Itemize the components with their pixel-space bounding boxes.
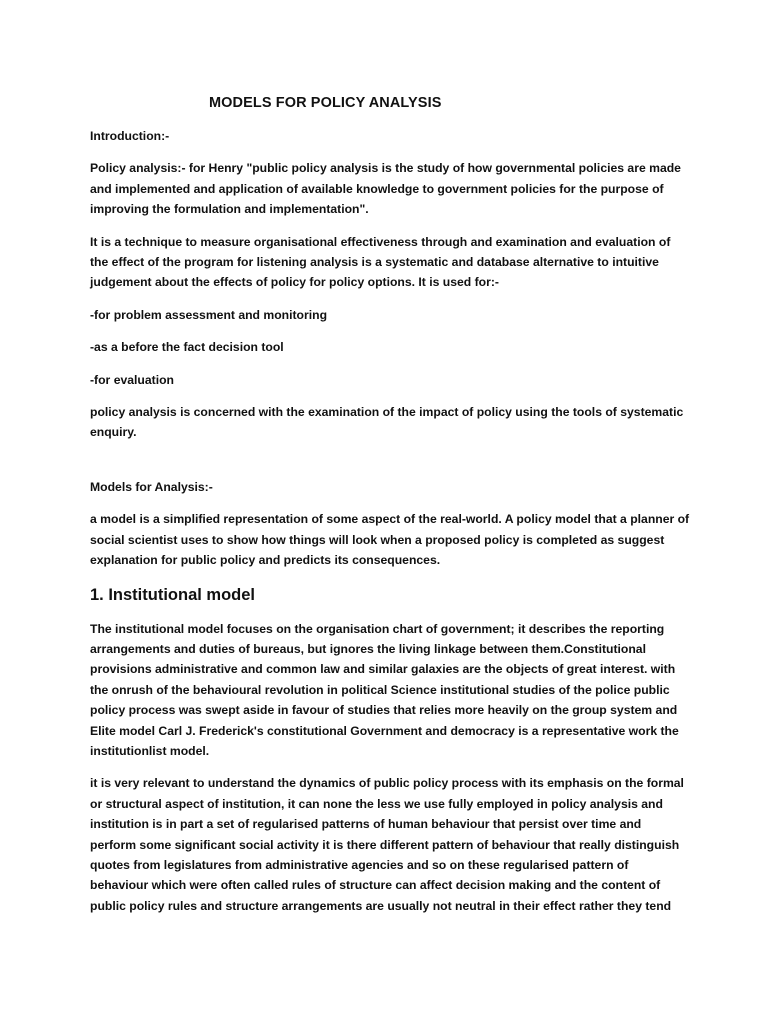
models-heading: Models for Analysis:- xyxy=(90,479,213,494)
section-paragraph: it is very relevant to understand the dynamics of public policy process with its emphasis on the formal or structural aspect of institution, it can none the less we use fully employed in policy analysis and institution is in part a set of regularised patterns of human behaviour that persist over time and perform some significant social activity it is there different pattern of behaviour that really distinguish quotes from legislatures from administrative agencies and so on these regularised pattern of behaviour which were often called rules of structure can affect decision making and the content of public policy rules and structure arrangements are usually not neutral in their effect rather they tend xyxy=(90,776,684,913)
intro-paragraph: It is a technique to measure organisational effectiveness through and examination and evaluation of the effect of the program for listening analysis is a systematic and database alternative to intuitive judgement about the effects of policy for policy options. It is used for:- xyxy=(90,234,671,290)
document-body xyxy=(90,126,690,928)
intro-paragraph: Policy analysis:- for Henry "public policy analysis is the study of how governmental policies are made and implemented and application of available knowledge to government policies for the purpose of improving the formulation and implementation". xyxy=(90,161,681,217)
models-paragraph: a model is a simplified representation of some aspect of the real-world. A policy model that a planner of social scientist uses to show how things will look when a proposed policy is completed as suggest explanation for public policy and predicts its consequences. xyxy=(90,512,690,568)
list-item: -for evaluation xyxy=(90,372,174,387)
intro-heading: Introduction:- xyxy=(90,129,170,143)
document-title: MODELS FOR POLICY ANALYSIS xyxy=(209,95,442,111)
section-heading: 1. Institutional model xyxy=(90,585,256,604)
section-paragraph: The institutional model focuses on the organisation chart of government; it describes the reporting arrangements and duties of bureaus, but ignores the living linkage between them.Constitutional provisions administrative and common law and similar galaxies are the objects of great interest. with the onrush of the behavioural revolution in political Science institutional studies of the police public policy process was swept aside in favour of studies that relies more heavily on the group system and Elite model Carl J. Frederick's constitutional Government and democracy is a representative work the institutionlist model. xyxy=(90,621,679,758)
list-item: -for problem assessment and monitoring xyxy=(90,307,328,322)
intro-paragraph: policy analysis is concerned with the examination of the impact of policy using the tools of systematic enquiry. xyxy=(90,405,684,440)
list-item: -as a before the fact decision tool xyxy=(90,340,284,355)
